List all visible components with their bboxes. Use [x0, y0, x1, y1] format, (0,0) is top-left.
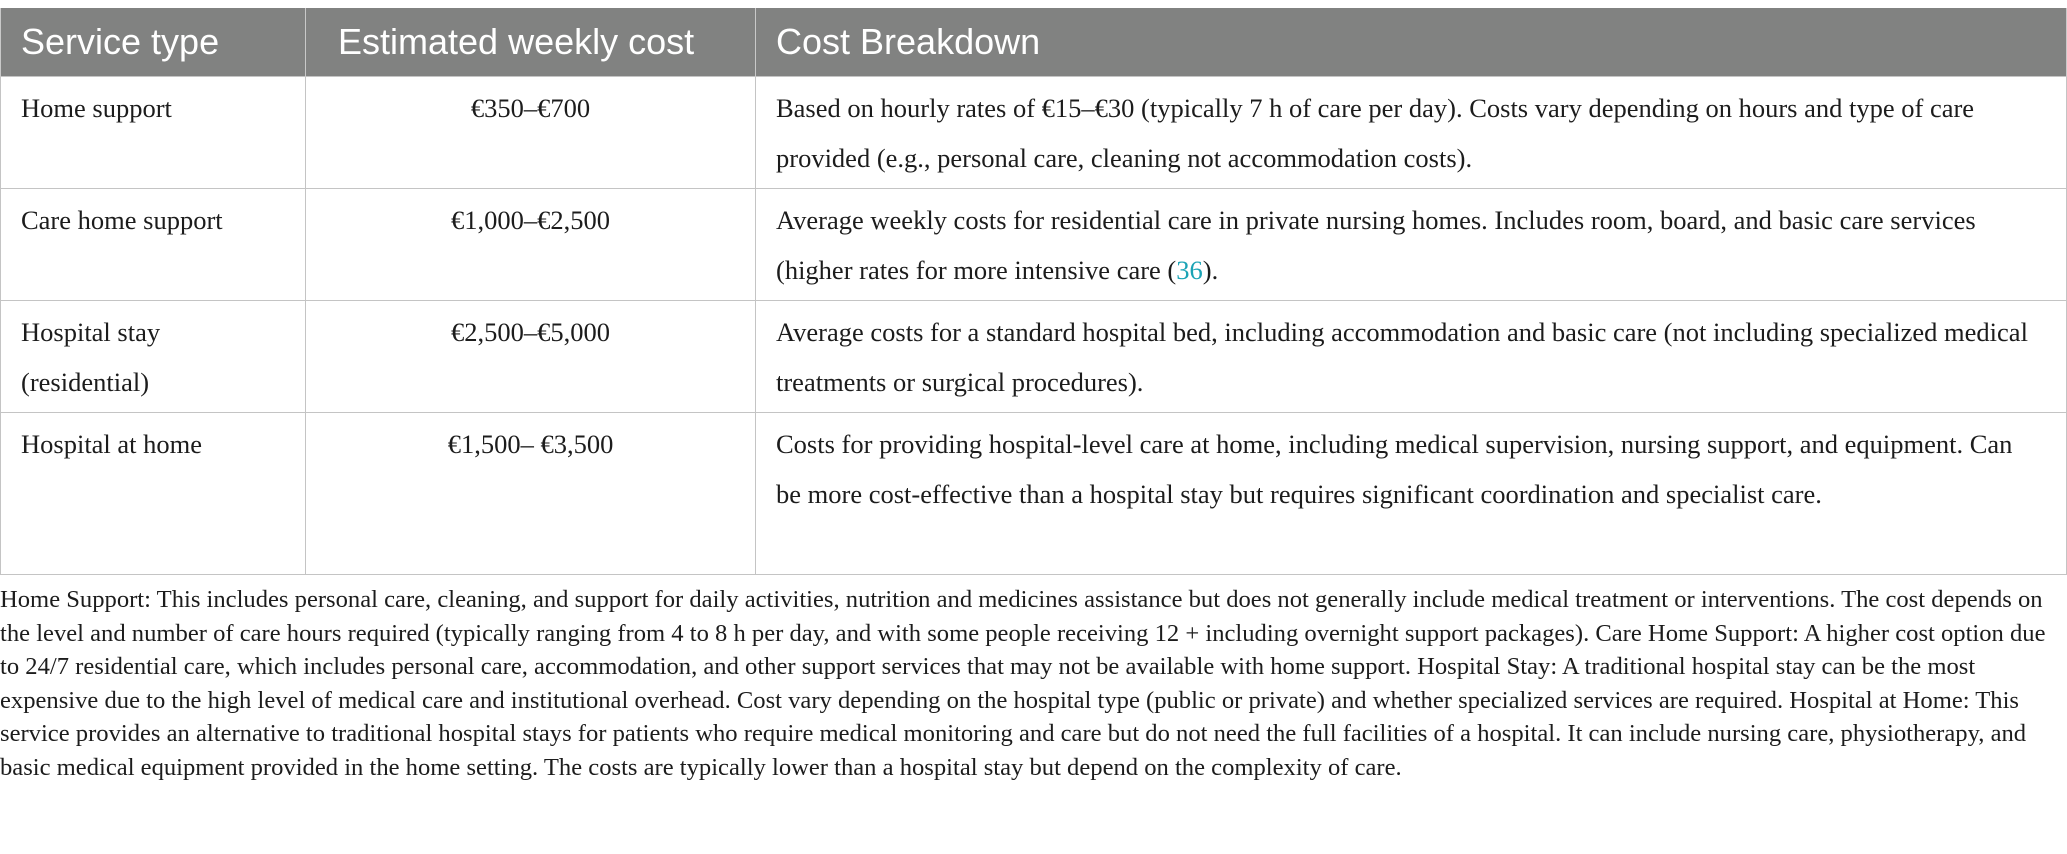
header-service-type: Service type: [1, 8, 306, 77]
cost-breakdown-text: Average costs for a standard hospital bed, including accommodation and basic care (not including specialized medical treatments or surgical procedures).: [776, 317, 2028, 397]
cost-breakdown-text: Average weekly costs for residential care in private nursing homes. Includes room, board, and basic care services (higher rates for more intensive care (: [776, 205, 1976, 285]
service-type-cell: Home support: [1, 77, 306, 189]
table-header: [1, 8, 2067, 77]
service-type-cell: Hospital stay (residential): [1, 301, 306, 413]
cost-breakdown-text: Based on hourly rates of €15–€30 (typically 7 h of care per day). Costs vary depending on hours and type of care provided (e.g., personal care, cleaning not accommodation costs).: [776, 93, 1975, 173]
cost-breakdown-cell: [756, 301, 2067, 413]
table-row: [1, 189, 2067, 301]
table-footnote: Home Support: This includes personal care, cleaning, and support for daily activities, nutrition and medicines assistance but does not generally include medical treatment or interventions. The cost depends on the level and number of care hours required (typically ranging from 4 to 8 h per day, and with some people receiving 12 + including overnight support packages). Care Home Support: A higher cost option due to 24/7 residential care, which includes personal care, accommodation, and other support services that may not be available with home support. Hospital Stay: A traditional hospital stay can be the most expensive due to the high level of medical care and institutional overhead. Cost vary depending on the hospital type (public or private) and whether specialized services are required. Hospital at Home: This service provides an alternative to traditional hospital stays for patients who require medical monitoring and care but do not need the full facilities of a hospital. It can include nursing care, physiotherapy, and basic medical equipment provided in the home setting. The costs are typically lower than a hospital stay but depend on the complexity of care.: [0, 586, 2046, 781]
weekly-cost-cell: €1,500– €3,500: [306, 413, 756, 575]
cost-breakdown-cell: [756, 413, 2067, 575]
table-row: [1, 77, 2067, 189]
cost-table-container: [0, 8, 2067, 575]
weekly-cost-cell: €350–€700: [306, 77, 756, 189]
service-type-cell: Care home support: [1, 189, 306, 301]
table-row: [1, 413, 2067, 575]
cost-breakdown-cell: [756, 189, 2067, 301]
cost-table: [0, 8, 2067, 575]
table-body: [1, 77, 2067, 575]
header-row: [1, 8, 2067, 77]
weekly-cost-cell: €2,500–€5,000: [306, 301, 756, 413]
header-cost-breakdown: Cost Breakdown: [756, 8, 2067, 77]
table-row: [1, 301, 2067, 413]
weekly-cost-cell: €1,000–€2,500: [306, 189, 756, 301]
cost-breakdown-cell: [756, 77, 2067, 189]
service-type-cell: Hospital at home: [1, 413, 306, 575]
cost-breakdown-text: Costs for providing hospital-level care at home, including medical supervision, nursing support, and equipment. Can be more cost-effective than a hospital stay but requires significant coordination and specialist care.: [776, 429, 2013, 509]
cost-breakdown-tail: ).: [1202, 255, 1219, 285]
header-estimated-weekly-cost: Estimated weekly cost: [306, 8, 756, 77]
reference-link[interactable]: 36: [1176, 255, 1203, 285]
